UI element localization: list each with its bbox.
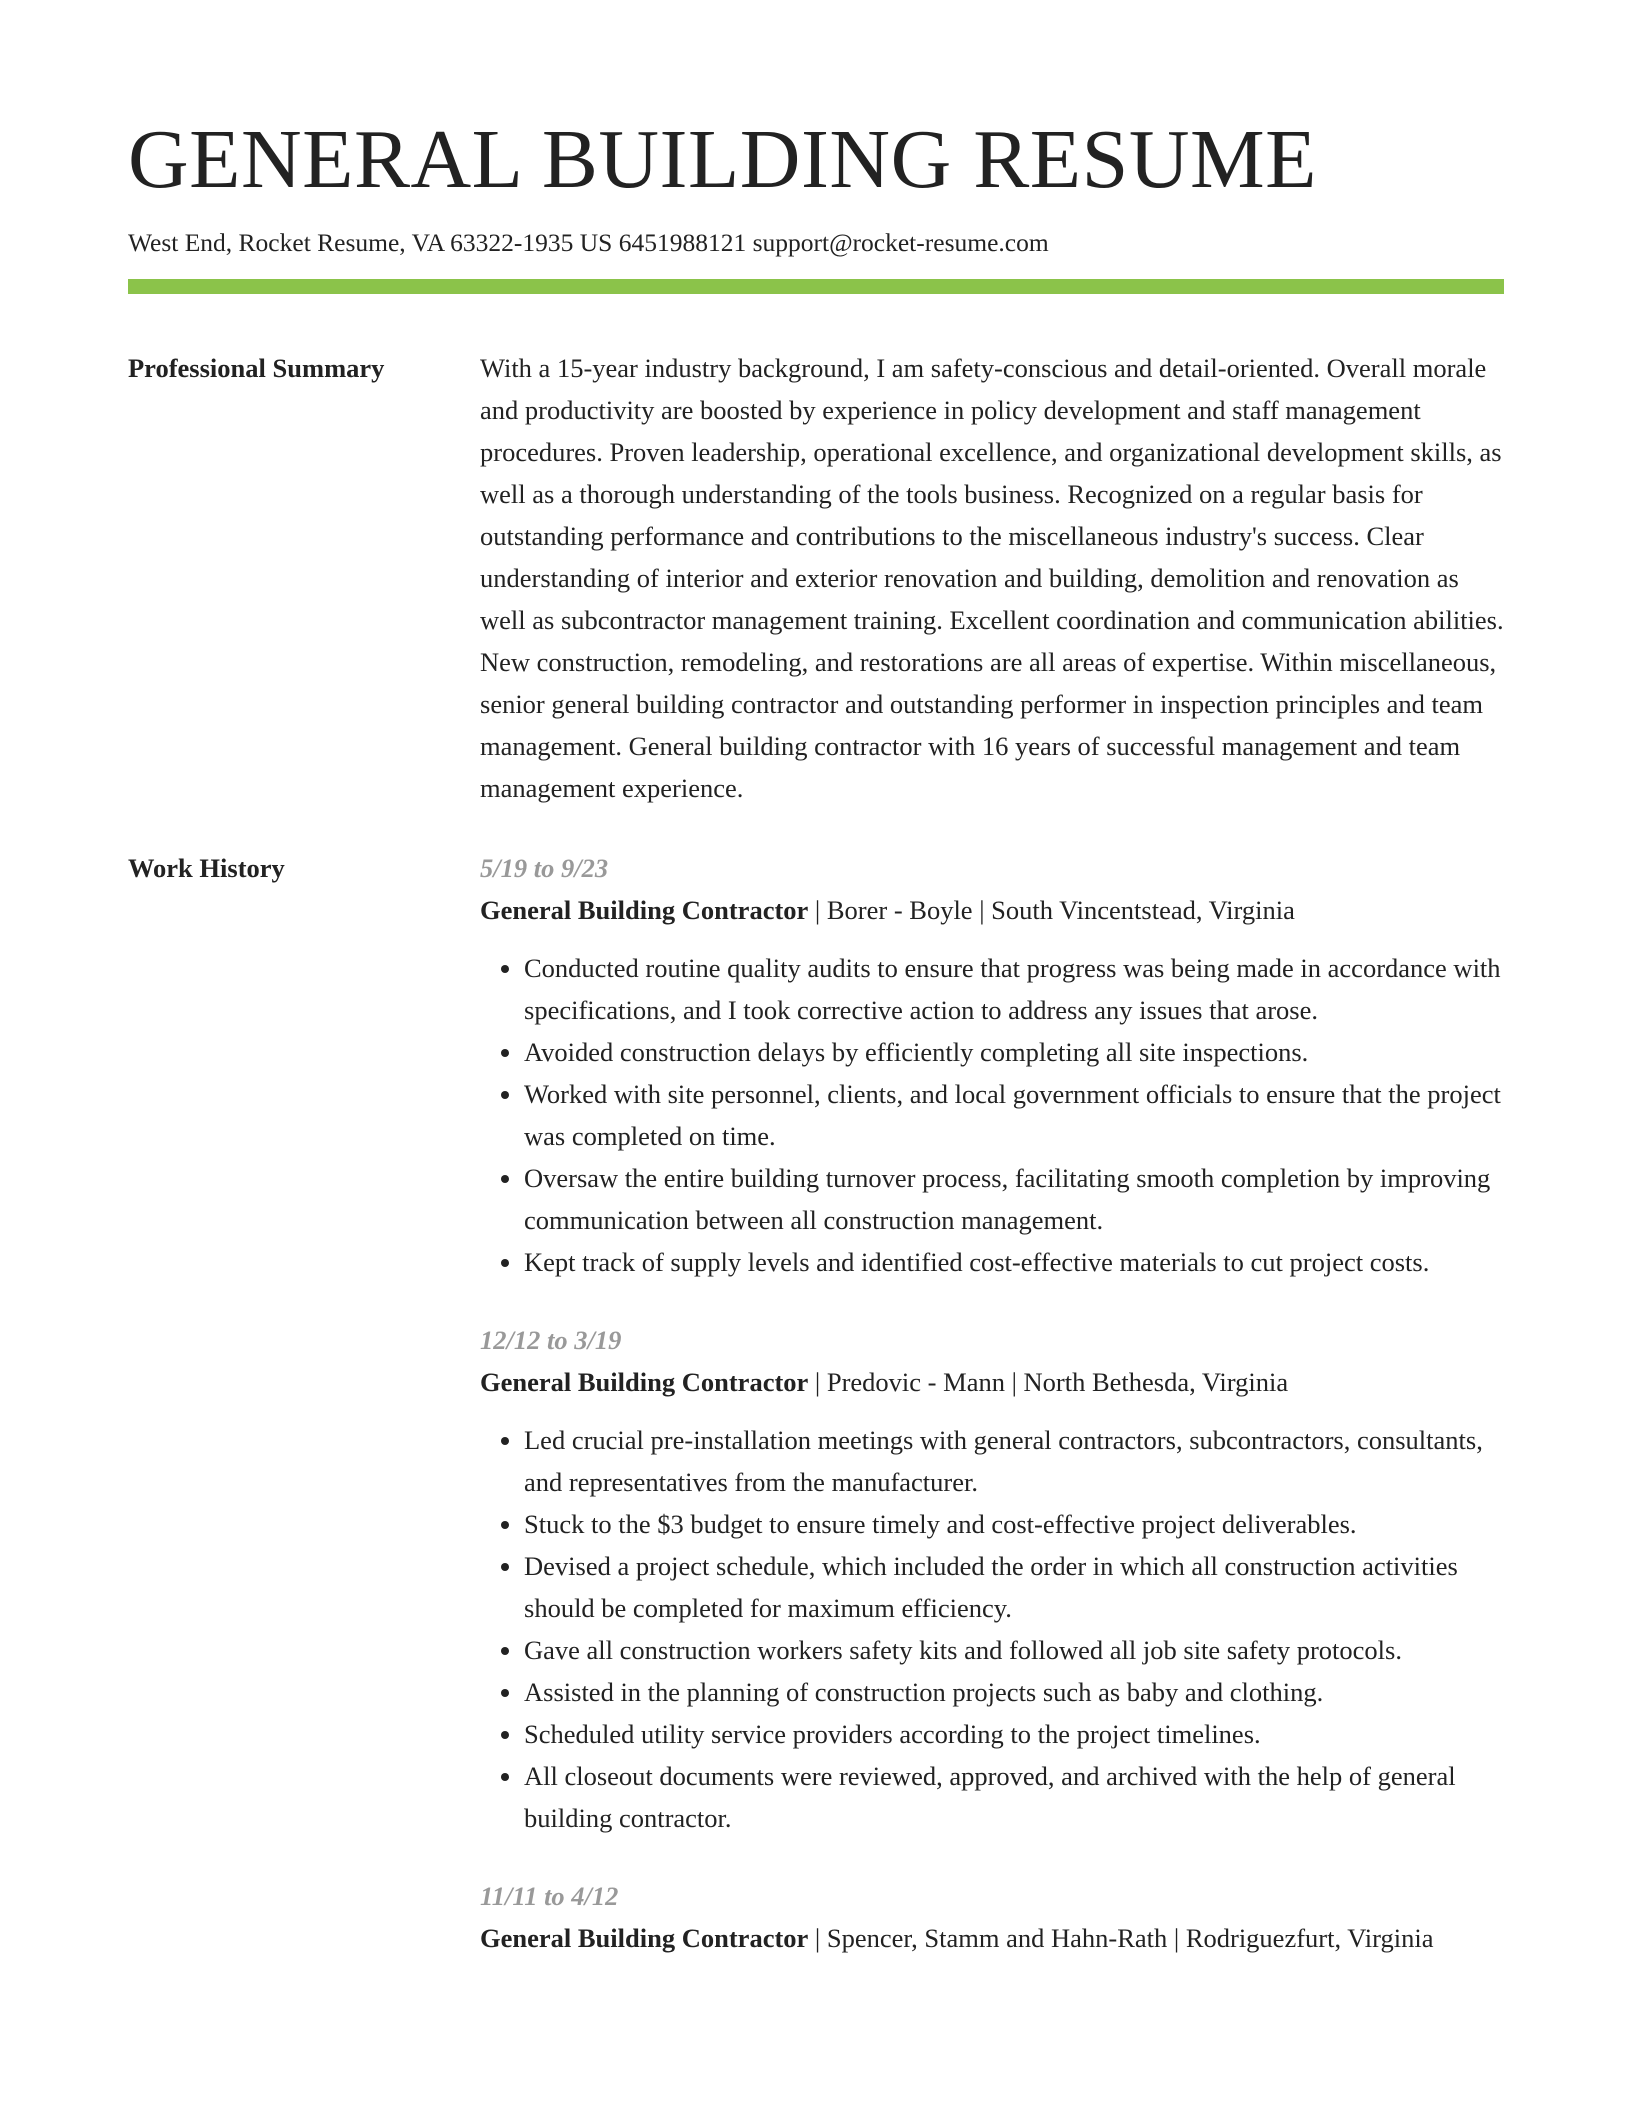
job-entry — [480, 847, 1504, 1283]
job-title-line — [480, 1361, 1504, 1403]
work-history-section — [128, 847, 1504, 1995]
job-employer-location: | Predovic - Mann | North Bethesda, Virginia — [808, 1367, 1289, 1398]
job-bullet: • Avoided construction delays by efficiently completing all site inspections. — [524, 1031, 1504, 1073]
work-history-body — [480, 847, 1504, 1995]
job-bullet: • Scheduled utility service providers according to the project timelines. — [524, 1713, 1504, 1755]
job-bullet: • Conducted routine quality audits to ensure that progress was being made in accordance with specifications, and I took corrective action to address any issues that arose. — [524, 947, 1504, 1031]
job-title-line — [480, 889, 1504, 931]
job-bullet: • Worked with site personnel, clients, and local government officials to ensure that the project was completed on time. — [524, 1073, 1504, 1157]
section-heading-summary: Professional Summary — [128, 353, 385, 384]
summary-text: With a 15-year industry background, I am safety-conscious and detail-oriented. Overall morale and productivity are boosted by experience in policy development and staff management procedures. Proven leadership, operational excellence, and organizational development skills, as well as a thorough understanding of the tools business. Recognized on a regular basis for outstanding performance and contributions to the miscellaneous industry's success. Clear understanding of interior and exterior renovation and building, demolition and renovation as well as subcontractor management training. Excellent coordination and communication abilities. New construction, remodeling, and restorations are all areas of expertise. Within miscellaneous, senior general building contractor and outstanding performer in inspection principles and team management. General building contractor with 16 years of successful management and team management experience. — [480, 353, 1504, 804]
contact-info: West End, Rocket Resume, VA 63322-1935 US 6451988121 support@rocket-resume.com — [128, 228, 1049, 257]
job-bullet: • All closeout documents were reviewed, approved, and archived with the help of general building contractor. — [524, 1755, 1504, 1839]
job-title: General Building Contractor — [480, 895, 809, 926]
job-bullet: • Kept track of supply levels and identified cost-effective materials to cut project costs. — [524, 1241, 1504, 1283]
job-title: General Building Contractor — [480, 1923, 809, 1954]
professional-summary-section — [128, 347, 1504, 809]
job-employer-location: | Spencer, Stamm and Hahn-Rath | Rodriguezfurt, Virginia — [808, 1923, 1434, 1954]
section-heading-work-history: Work History — [128, 853, 285, 884]
job-title: General Building Contractor — [480, 1367, 809, 1398]
accent-divider — [128, 279, 1504, 294]
resume-title: GENERAL BUILDING RESUME — [128, 113, 1317, 206]
job-title-line — [480, 1917, 1504, 1959]
job-entry — [480, 1875, 1504, 1959]
job-bullet: • Assisted in the planning of construction projects such as baby and clothing. — [524, 1671, 1504, 1713]
job-dates: 12/12 to 3/19 — [480, 1325, 622, 1356]
job-bullet: • Led crucial pre-installation meetings with general contractors, subcontractors, consultants, and representatives from the manufacturer. — [524, 1419, 1504, 1503]
summary-body — [480, 347, 1504, 809]
job-employer-location: | Borer - Boyle | South Vincentstead, Virginia — [808, 895, 1295, 926]
job-dates: 5/19 to 9/23 — [480, 853, 609, 884]
job-entry — [480, 1319, 1504, 1839]
job-bullet-list — [480, 1419, 1504, 1839]
job-dates: 11/11 to 4/12 — [480, 1881, 619, 1912]
job-bullet: • Oversaw the entire building turnover process, facilitating smooth completion by improving communication between all construction management. — [524, 1157, 1504, 1241]
job-bullet-list — [480, 947, 1504, 1283]
job-bullet: • Gave all construction workers safety kits and followed all job site safety protocols. — [524, 1629, 1504, 1671]
job-bullet: • Stuck to the $3 budget to ensure timely and cost-effective project deliverables. — [524, 1503, 1504, 1545]
job-bullet: • Devised a project schedule, which included the order in which all construction activities should be completed for maximum efficiency. — [524, 1545, 1504, 1629]
